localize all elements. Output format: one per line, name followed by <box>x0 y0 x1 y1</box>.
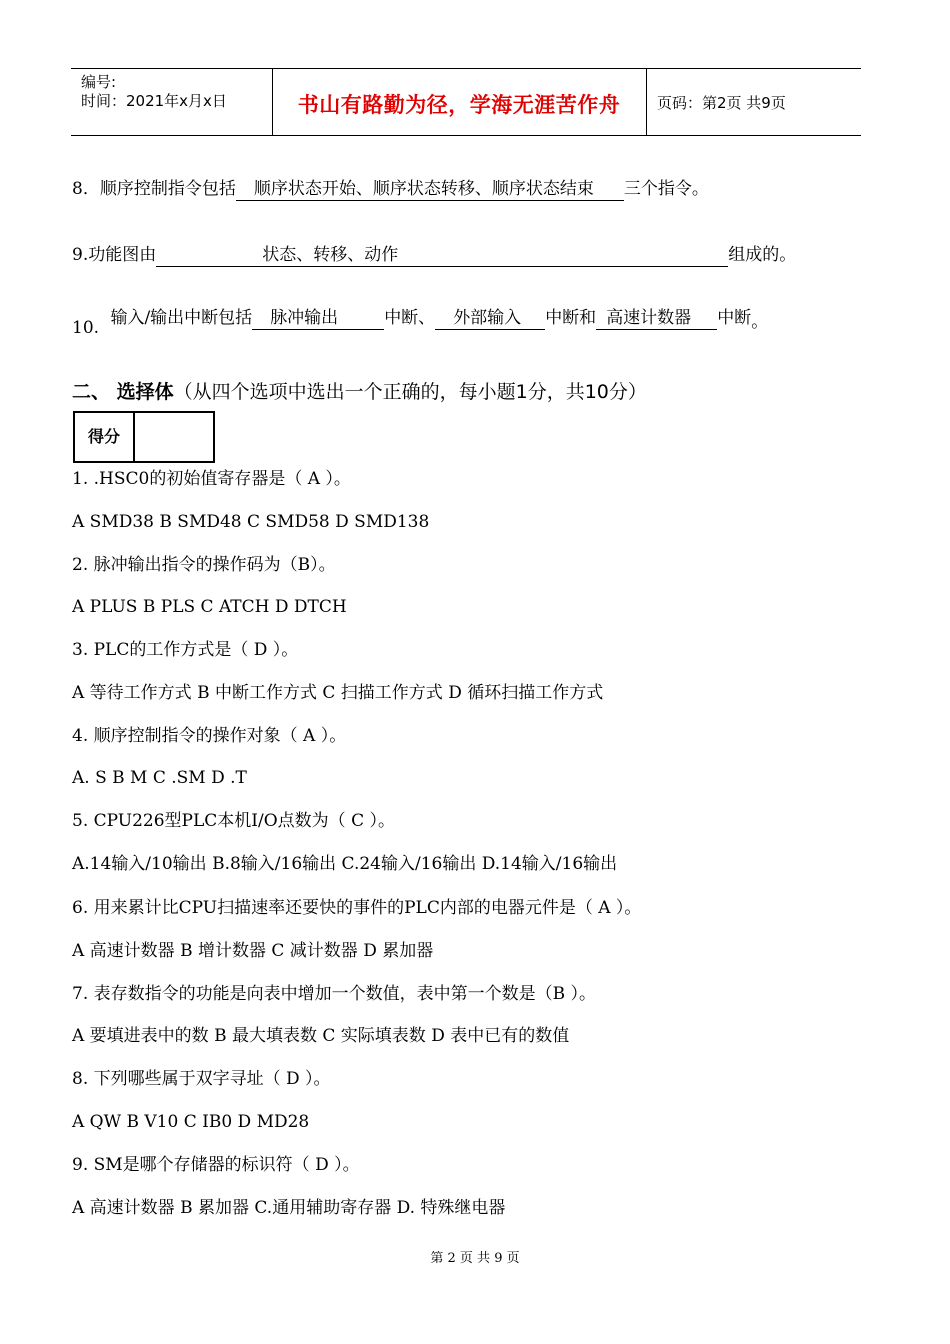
header-page-info: 页码：第2页 共9页 <box>657 94 786 112</box>
q9-prefix: 9.功能图由 <box>72 245 157 265</box>
q10-answer-2: 外部输入 <box>435 308 545 330</box>
mc-question-3: 3. PLC的工作方式是（ D ）。 <box>72 640 299 660</box>
q9-answer: 状态、转移、动作 <box>262 245 399 265</box>
q9-answer-blank <box>156 245 728 267</box>
mc-options-1: A SMD38 B SMD48 C SMD58 D SMD138 <box>72 512 430 532</box>
page-footer: 第 2 页 共 9 页 <box>430 1251 520 1266</box>
mc-question-5: 5. CPU226型PLC本机I/O点数为（ C ）。 <box>72 811 395 831</box>
mc-question-8: 8. 下列哪些属于双字寻址（ D ）。 <box>72 1069 331 1089</box>
q10-answer-3: 高速计数器 <box>596 308 717 330</box>
page-header <box>71 68 861 136</box>
q10-text4: 中断 <box>717 308 752 328</box>
mc-options-4: A. S B M C .SM D .T <box>72 768 247 788</box>
q9-suffix: 组成的。 <box>728 245 797 265</box>
header-motto-cell <box>272 69 647 135</box>
header-page-cell <box>647 69 861 135</box>
mc-options-5: A.14输入/10输出 B.8输入/16输出 C.24输入/16输出 D.14输入/16输出 <box>72 854 618 874</box>
mc-options-6: A 高速计数器 B 增计数器 C 减计数器 D 累加器 <box>72 941 434 961</box>
q8-prefix: 8．顺序控制指令包括 <box>72 179 236 199</box>
section-2-title: 二、 选择体 <box>72 381 174 403</box>
score-box <box>73 411 215 463</box>
mc-options-9: A 高速计数器 B 累加器 C.通用辅助寄存器 D. 特殊继电器 <box>72 1198 506 1218</box>
mc-question-9: 9. SM是哪个存储器的标识符（ D ）。 <box>72 1155 360 1175</box>
q8-answer-blank: 顺序状态开始、顺序状态转移、顺序状态结束 <box>236 179 624 201</box>
mc-options-3: A 等待工作方式 B 中断工作方式 C 扫描工作方式 D 循环扫描工作方式 <box>72 683 604 703</box>
fill-question-10 <box>72 307 769 338</box>
q8-suffix: 三个指令。 <box>623 179 709 199</box>
header-number-label: 编号: <box>81 73 117 91</box>
mc-options-2: A PLUS B PLS C ATCH D DTCH <box>72 597 347 617</box>
header-meta-cell <box>71 69 273 135</box>
q10-answer-1: 脉冲输出 <box>252 308 384 330</box>
mc-question-6: 6. 用来累计比CPU扫描速率还要快的事件的PLC内部的电器元件是（ A ）。 <box>72 898 642 918</box>
q10-number: 10. <box>72 318 100 338</box>
q10-text1: 输入/输出中断包括 <box>110 308 253 328</box>
q10-end: 。 <box>751 312 769 332</box>
score-label: 得分 <box>75 413 135 461</box>
section-2-heading <box>72 377 647 404</box>
q10-text3: 中断和 <box>545 308 597 328</box>
section-2-note: （从四个选项中选出一个正确的，每小题1分，共10分） <box>173 381 647 403</box>
fill-question-9 <box>72 244 796 267</box>
mc-options-7: A 要填进表中的数 B 最大填表数 C 实际填表数 D 表中已有的数值 <box>72 1026 570 1046</box>
header-time-label: 时间：2021年x月x日 <box>81 92 227 110</box>
fill-question-8 <box>72 178 709 201</box>
mc-question-1: 1. .HSC0的初始值寄存器是（ A ）。 <box>72 469 351 489</box>
q10-text2: 中断、 <box>384 308 436 328</box>
mc-question-4: 4. 顺序控制指令的操作对象（ A ）。 <box>72 726 347 746</box>
mc-question-2: 2. 脉冲输出指令的操作码为（B）。 <box>72 555 336 575</box>
mc-options-8: A QW B V10 C IB0 D MD28 <box>72 1112 310 1132</box>
header-motto: 书山有路勤为径，学海无涯苦作舟 <box>297 93 621 117</box>
mc-question-7: 7. 表存数指令的功能是向表中增加一个数值，表中第一个数是（B ）。 <box>72 984 597 1004</box>
